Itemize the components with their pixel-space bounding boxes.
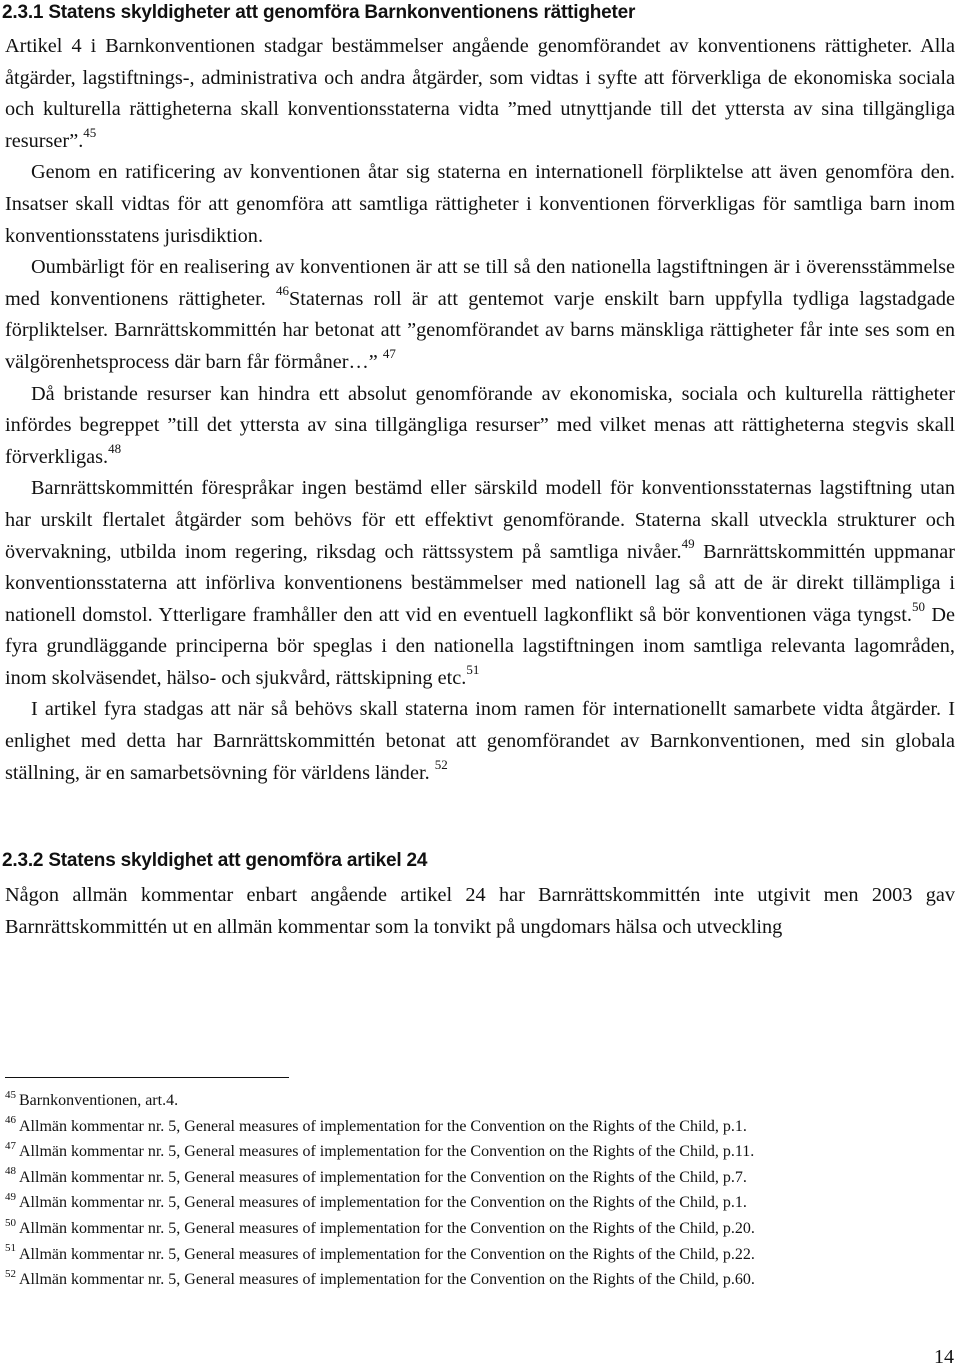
footnote-number: 47: [5, 1139, 16, 1152]
section-body-2-3-2: [5, 880, 955, 943]
paragraph-text: Genom en ratificering av konventionen åtar sig staterna en internationell förpliktelse att även genomföra den. Insatser skall vidtas för att genomföra att samtliga rättigheter i konventionen förverkligas för samtliga barn inom konventionsstatens jurisdiktion.: [5, 161, 955, 247]
paragraph-2: [5, 157, 955, 252]
footnote-ref[interactable]: 51: [466, 662, 480, 678]
footnote-text: Allmän kommentar nr. 5, General measures of implementation for the Convention on the Rights of the Child, p.22.: [19, 1245, 755, 1263]
footnote-text: Barnkonventionen, art.4.: [19, 1092, 179, 1109]
footnote-text: Allmän kommentar nr. 5, General measures of implementation for the Convention on the Rights of the Child, p.1.: [19, 1194, 747, 1212]
footnote-ref[interactable]: 45: [83, 125, 97, 141]
footnote-item: [5, 1216, 955, 1242]
footnote-ref[interactable]: 47: [382, 346, 396, 362]
paragraph-3: [5, 252, 955, 378]
footnote-ref[interactable]: 49: [681, 535, 695, 551]
paragraph-4: [5, 379, 955, 474]
footnote-number: 50: [5, 1216, 16, 1229]
footnote-number: 45: [5, 1088, 16, 1101]
footnote-text: Allmän kommentar nr. 5, General measures of implementation for the Convention on the Rights of the Child, p.20.: [19, 1219, 755, 1237]
paragraph-text: De fyra grundläggande principerna bör speglas i den nationella lagstiftningen inom samtliga relevanta lagområden, inom skolväsendet, hälso- och sjukvård, rättskipning etc.: [5, 603, 955, 689]
footnote-ref[interactable]: 50: [911, 598, 925, 614]
footnote-item: [5, 1190, 955, 1216]
paragraph-text: Barnrättskommittén förespråkar ingen bestämd eller särskild modell för konventionsstaternas lagstiftning utan har urskilt flertalet åtgärder som behövs för ett effektivt genomförande. Staterna skall utveckla strukturer och övervakning, utbilda inom regering, riksdag och rättssystem på samtliga nivåer.: [5, 477, 955, 563]
footnote-item: [5, 1165, 955, 1191]
section-body-2-3-1: [5, 31, 955, 789]
footnote-ref[interactable]: 46: [276, 282, 289, 298]
footnote-item: [5, 1088, 955, 1114]
footnote-number: 48: [5, 1165, 16, 1178]
paragraph-7: Någon allmän kommentar enbart angående artikel 24 har Barnrättskommittén inte utgivit men 2003 gav Barnrättskommittén ut en allmän kommentar som la tonvikt på ungdomars hälsa och utveckling: [5, 884, 955, 938]
footnote-item: [5, 1267, 955, 1293]
paragraph-text: I artikel fyra stadgas att när så behövs skall staterna inom ramen för internationellt samarbete vidta åtgärder. I enlighet med detta har Barnrättskommittén betonat att genomförandet av Barnkonventionen, med sin globala ställning, är en samarbetsövning för världens länder.: [5, 698, 955, 784]
paragraph-6: [5, 694, 955, 789]
footnote-text: Allmän kommentar nr. 5, General measures of implementation for the Convention on the Rights of the Child, p.1.: [19, 1117, 747, 1135]
footnote-ref[interactable]: 52: [434, 756, 448, 772]
footnote-item: [5, 1139, 955, 1165]
paragraph-text: Oumbärligt för en realisering av konventionen är att se till så den nationella lagstiftningen är i överensstämmelse med konventionens rättigheter.: [5, 256, 955, 310]
page-number: 14: [934, 1346, 954, 1368]
footnote-number: 46: [5, 1114, 16, 1127]
footnote-separator: [5, 1077, 289, 1078]
paragraph-text: Då bristande resurser kan hindra ett absolut genomförande av ekonomiska, sociala och kulturella rättigheter infördes begreppet ”till det yttersta av sina tillgängliga resurser” med vilket menas att rättigheterna stegvis skall förverkligas.: [5, 382, 955, 468]
footnote-item: [5, 1114, 955, 1140]
paragraph-text: Artikel 4 i Barnkonventionen stadgar bestämmelser angående genomförandet av konventionens rättigheter. Alla åtgärder, lagstiftnings-, administrativa och andra åtgärder, som vidtas i syfte att förverkliga de ekonomiska sociala och kulturella rättigheterna skall konventionsstaterna vidta ”med utnyttjande till det yttersta av sina tillgängliga resurser”.: [5, 35, 955, 152]
footnote-number: 52: [5, 1267, 16, 1280]
footnotes-list: [5, 1088, 955, 1293]
paragraph-5: [5, 473, 955, 694]
footnote-text: Allmän kommentar nr. 5, General measures of implementation for the Convention on the Rights of the Child, p.7.: [19, 1168, 747, 1186]
footnote-item: [5, 1242, 955, 1268]
section-heading-2-3-2: 2.3.2 Statens skyldighet att genomföra artikel 24: [2, 850, 428, 871]
paragraph-text: Barnrättskommittén uppmanar konventionsstaterna att införliva konventionens bestämmelser med nationell lag så att de är direkt tillämpliga i nationell domstol. Ytterligare framhåller den att vid en eventuell lagkonflikt så bör konventionen väga tyngst.: [5, 540, 955, 626]
footnote-number: 49: [5, 1191, 16, 1204]
footnote-text: Allmän kommentar nr. 5, General measures of implementation for the Convention on the Rights of the Child, p.60.: [19, 1271, 755, 1289]
paragraph-text: Staternas roll är att gentemot varje enskilt barn uppfylla tydliga lagstadgade förpliktelser. Barnrättskommittén har betonat att ”genomförandet av barns mänskliga rättigheter får inte ses som en välgörenhetsprocess där barn får förmåner…”: [5, 287, 955, 373]
section-heading-2-3-1: 2.3.1 Statens skyldigheter att genomföra Barnkonventionens rättigheter: [2, 2, 636, 23]
paragraph-1: [5, 31, 955, 157]
footnote-ref[interactable]: 48: [108, 440, 122, 456]
footnote-number: 51: [5, 1242, 16, 1255]
footnote-text: Allmän kommentar nr. 5, General measures of implementation for the Convention on the Rights of the Child, p.11.: [19, 1143, 755, 1161]
